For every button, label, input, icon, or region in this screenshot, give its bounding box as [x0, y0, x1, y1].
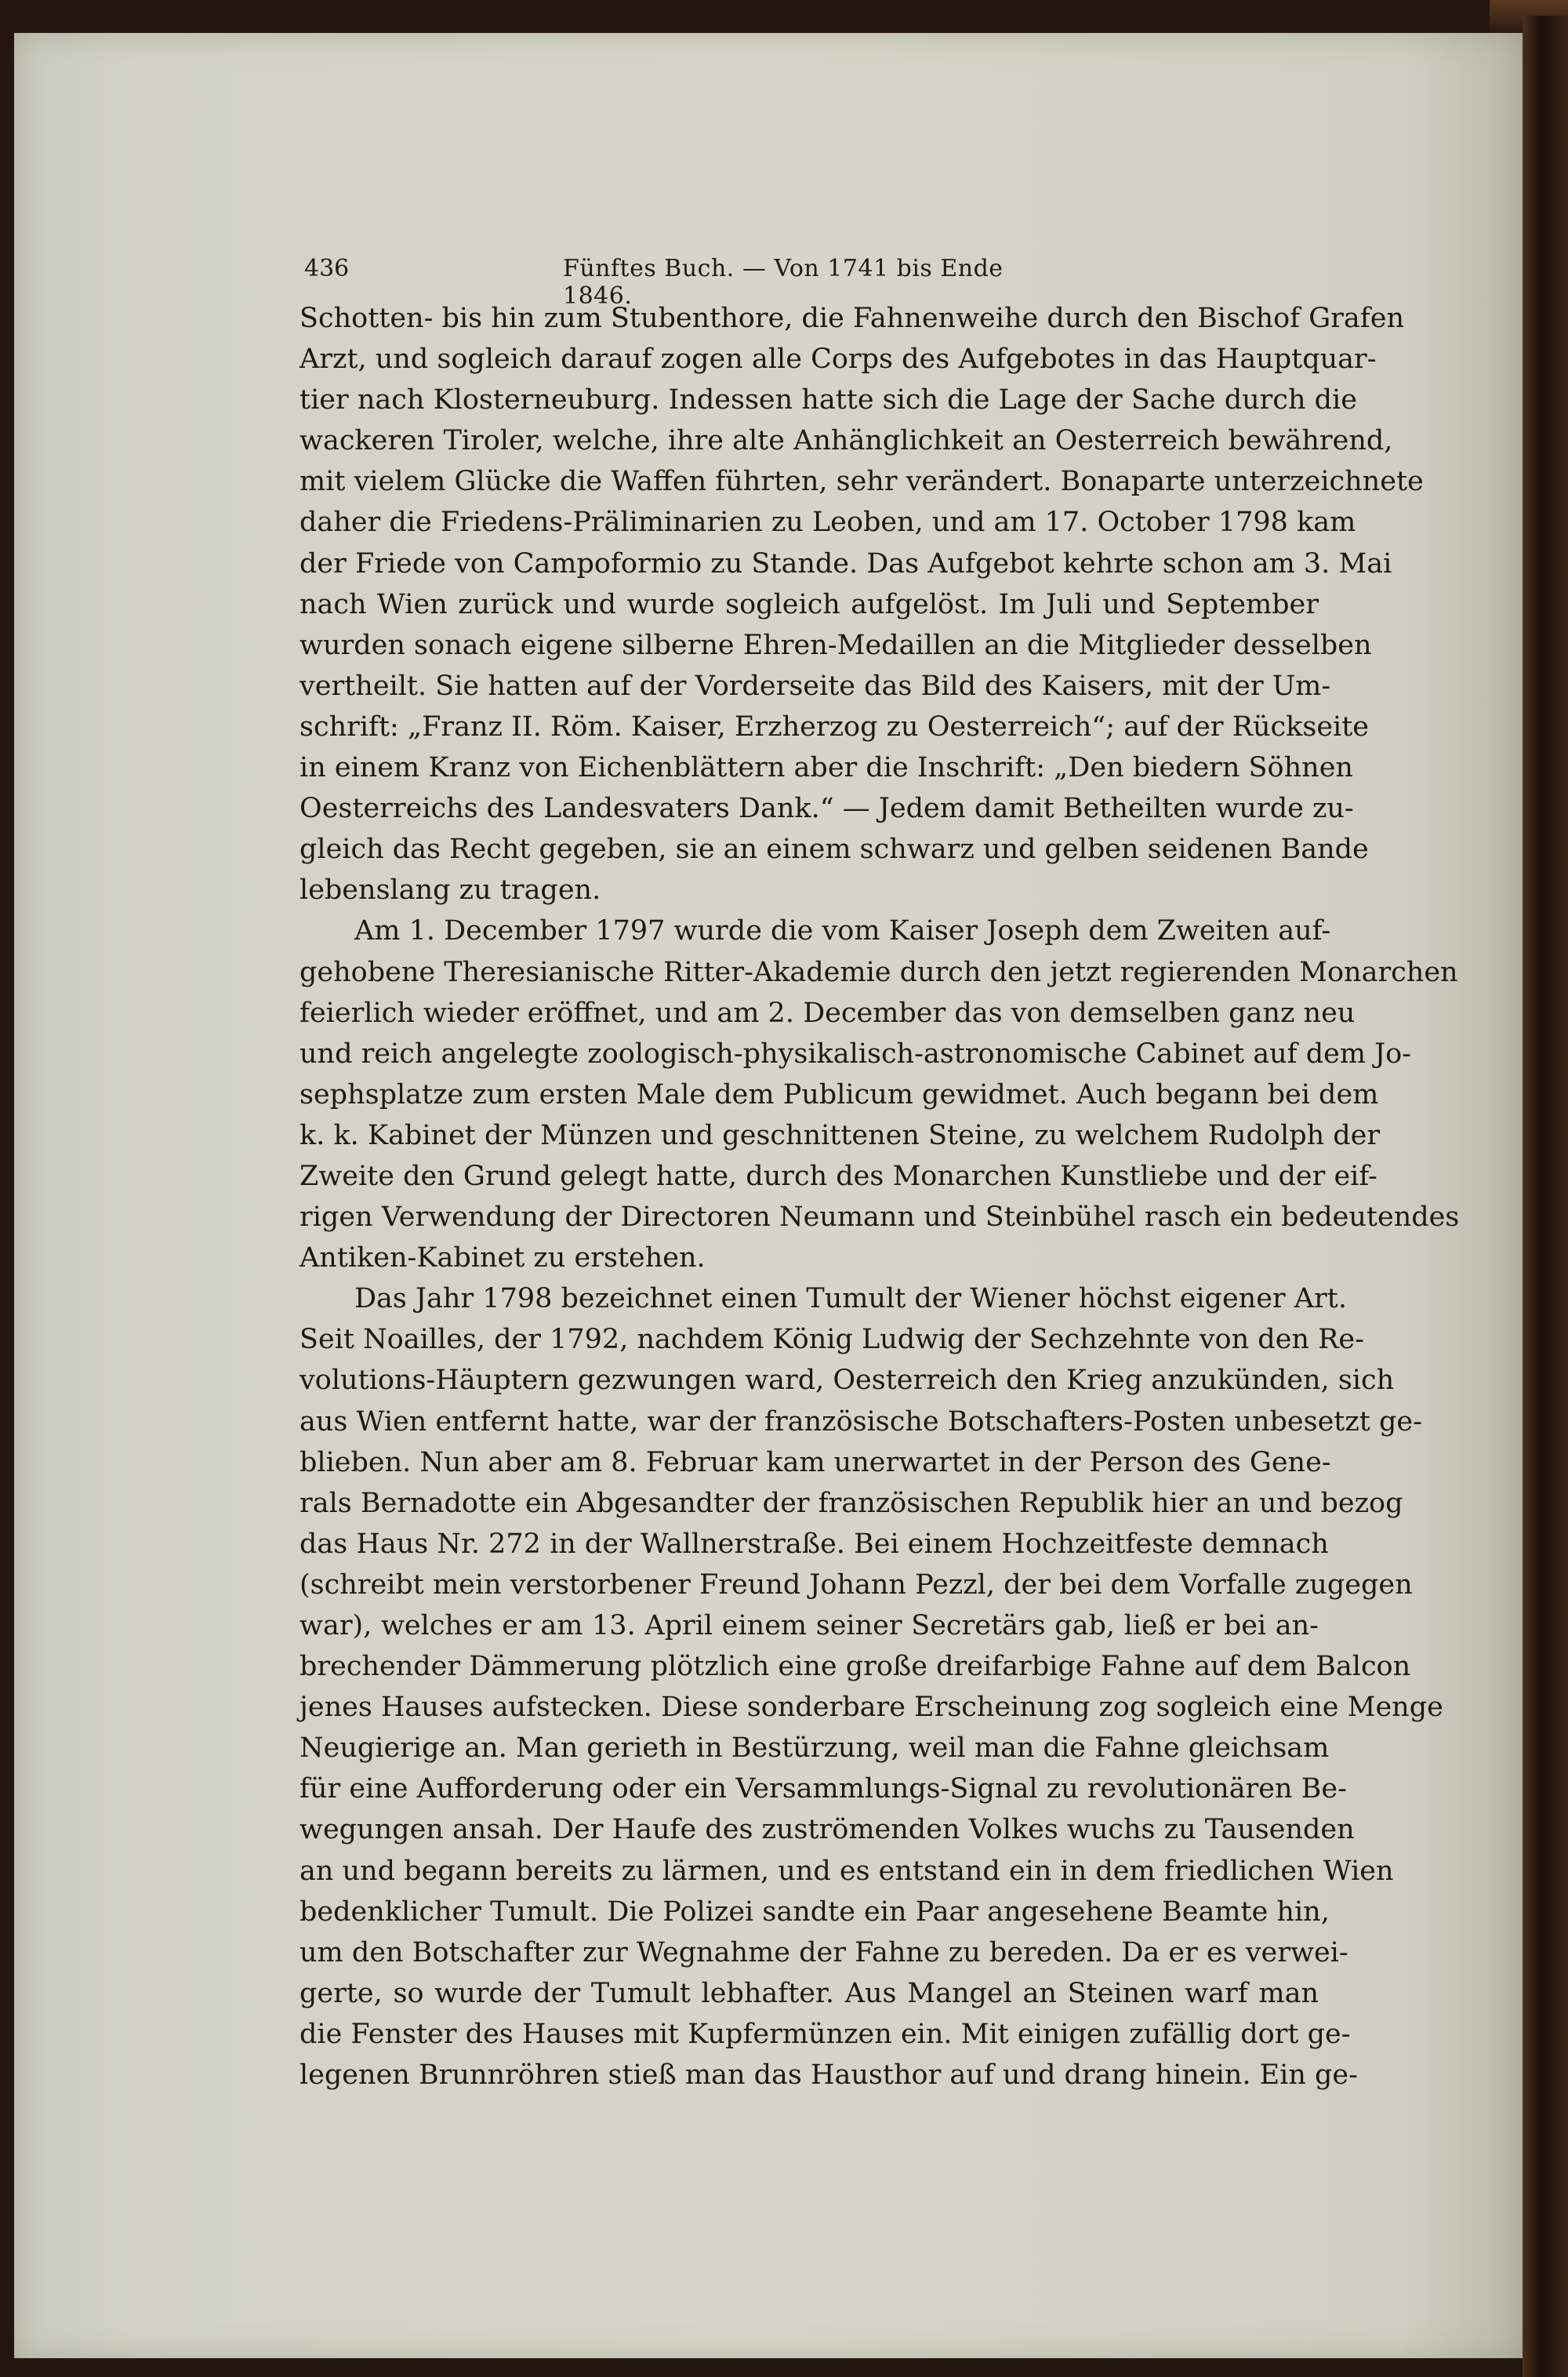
running-title: Fünftes Buch. — Von 1741 bis Ende 1846.	[563, 255, 1004, 310]
text-line: Antiken-Kabinet zu erstehen.	[299, 1242, 706, 1274]
text-line: Oesterreichs des Landesvaters Dank.“ — Jedem damit Betheilten wurde zu-	[299, 793, 1354, 825]
text-line: vertheilt. Sie hatten auf der Vorderseite das Bild des Kaisers, mit der Um-	[299, 670, 1331, 702]
text-line: k. k. Kabinet der Münzen und geschnittenen Steine, zu welchem Rudolph der	[299, 1119, 1381, 1151]
text-line: der Friede von Campoformio zu Stande. Das Aufgebot kehrte schon am 3. Mai	[299, 547, 1392, 580]
text-line: rals Bernadotte ein Abgesandter der französischen Republik hier an und bezog	[299, 1487, 1403, 1519]
text-line: brechender Dämmerung plötzlich eine große dreifarbige Fahne auf dem Balcon	[299, 1651, 1411, 1683]
text-line: in einem Kranz von Eichenblättern aber die Inschrift: „Den biedern Söhnen	[299, 752, 1353, 784]
page-number: 436	[304, 255, 350, 282]
text-line: aus Wien entfernt hatte, war der französische Botschafters-Posten unbesetzt ge-	[299, 1405, 1422, 1437]
text-line: sephsplatze zum ersten Male dem Publicum gewidmet. Auch begann bei dem	[299, 1078, 1379, 1110]
text-line: um den Botschafter zur Wegnahme der Fahne zu bereden. Da er es verwei-	[299, 1936, 1348, 1968]
text-line: gleich das Recht gegeben, sie an einem schwarz und gelben seidenen Bande	[299, 834, 1369, 866]
text-line: rigen Verwendung der Directoren Neumann und Steinbühel rasch ein bedeutendes	[299, 1201, 1460, 1234]
text-line: gerte, so wurde der Tumult lebhafter. Aus Mangel an Steinen warf man	[299, 1977, 1319, 2009]
text-line: bedenklicher Tumult. Die Polizei sandte ein Paar angesehene Beamte hin,	[299, 1895, 1330, 1928]
text-line: Zweite den Grund gelegt hatte, durch des Monarchen Kunstliebe und der eif-	[299, 1160, 1377, 1192]
text-line: tier nach Klosterneuburg. Indessen hatte sich die Lage der Sache durch die	[299, 384, 1357, 416]
text-line: (schreibt mein verstorbener Freund Johann Pezzl, der bei dem Vorfalle zugegen	[299, 1568, 1413, 1601]
text-line: legenen Brunnröhren stieß man das Hausthor auf und drang hinein. Ein ge-	[299, 2059, 1358, 2092]
page-edge	[1523, 16, 1568, 2377]
text-line: wurden sonach eigene silberne Ehren-Medaillen an die Mitglieder desselben	[299, 629, 1372, 661]
page-header	[304, 255, 1055, 310]
paragraph-start-line: Das Jahr 1798 bezeichnet einen Tumult der Wiener höchst eigener Art.	[354, 1283, 1347, 1315]
text-line: daher die Friedens-Präliminarien zu Leoben, und am 17. October 1798 kam	[299, 507, 1356, 539]
text-line: volutions-Häuptern gezwungen ward, Oesterreich den Krieg anzukünden, sich	[299, 1365, 1395, 1397]
text-line: an und begann bereits zu lärmen, und es entstand ein in dem friedlichen Wien	[299, 1855, 1394, 1887]
paragraph-start-line: Am 1. December 1797 wurde die vom Kaiser Joseph dem Zweiten auf-	[354, 915, 1331, 947]
text-line: war), welches er am 13. April einem seiner Secretärs gab, ließ er bei an-	[299, 1610, 1319, 1641]
text-line: Neugierige an. Man gerieth in Bestürzung, weil man die Fahne gleichsam	[299, 1732, 1330, 1765]
text-line: Arzt, und sogleich darauf zogen alle Corps des Aufgebotes in das Hauptquar-	[299, 343, 1377, 376]
text-line: jenes Hauses aufstecken. Diese sonderbare Erscheinung zog sogleich eine Menge	[299, 1692, 1443, 1724]
text-line: schrift: „Franz II. Röm. Kaiser, Erzherzog zu Oesterreich“; auf der Rückseite	[299, 711, 1370, 743]
text-line: wegungen ansah. Der Haufe des zuströmenden Volkes wuchs zu Tausenden	[299, 1814, 1355, 1846]
text-line: gehobene Theresianische Ritter-Akademie durch den jetzt regierenden Monarchen	[299, 956, 1458, 988]
text-line: mit vielem Glücke die Waffen führten, sehr verändert. Bonaparte unterzeichnete	[299, 466, 1424, 498]
text-line: feierlich wieder eröffnet, und am 2. December das von demselben ganz neu	[299, 997, 1356, 1029]
text-line: das Haus Nr. 272 in der Wallnerstraße. Bei einem Hochzeitfeste demnach	[299, 1528, 1329, 1560]
text-line: lebenslang zu tragen.	[299, 874, 601, 907]
text-line: für eine Aufforderung oder ein Versammlungs-Signal zu revolutionären Be-	[299, 1773, 1347, 1805]
text-line: Seit Noailles, der 1792, nachdem König Ludwig der Sechzehnte von den Re-	[299, 1324, 1364, 1356]
text-line: nach Wien zurück und wurde sogleich aufgelöst. Im Juli und September	[299, 588, 1319, 620]
text-line: wackeren Tiroler, welche, ihre alte Anhänglichkeit an Oesterreich bewährend,	[299, 425, 1393, 457]
text-line: blieben. Nun aber am 8. Februar kam unerwartet in der Person des Gene-	[299, 1446, 1331, 1478]
body-text	[299, 298, 1460, 2095]
text-line: und reich angelegte zoologisch-physikalisch-astronomische Cabinet auf dem Jo-	[299, 1038, 1412, 1070]
text-line: die Fenster des Hauses mit Kupfermünzen ein. Mit einigen zufällig dort ge-	[299, 2018, 1351, 2050]
text-line: Schotten- bis hin zum Stubenthore, die Fahnenweihe durch den Bischof Grafen	[299, 303, 1404, 334]
